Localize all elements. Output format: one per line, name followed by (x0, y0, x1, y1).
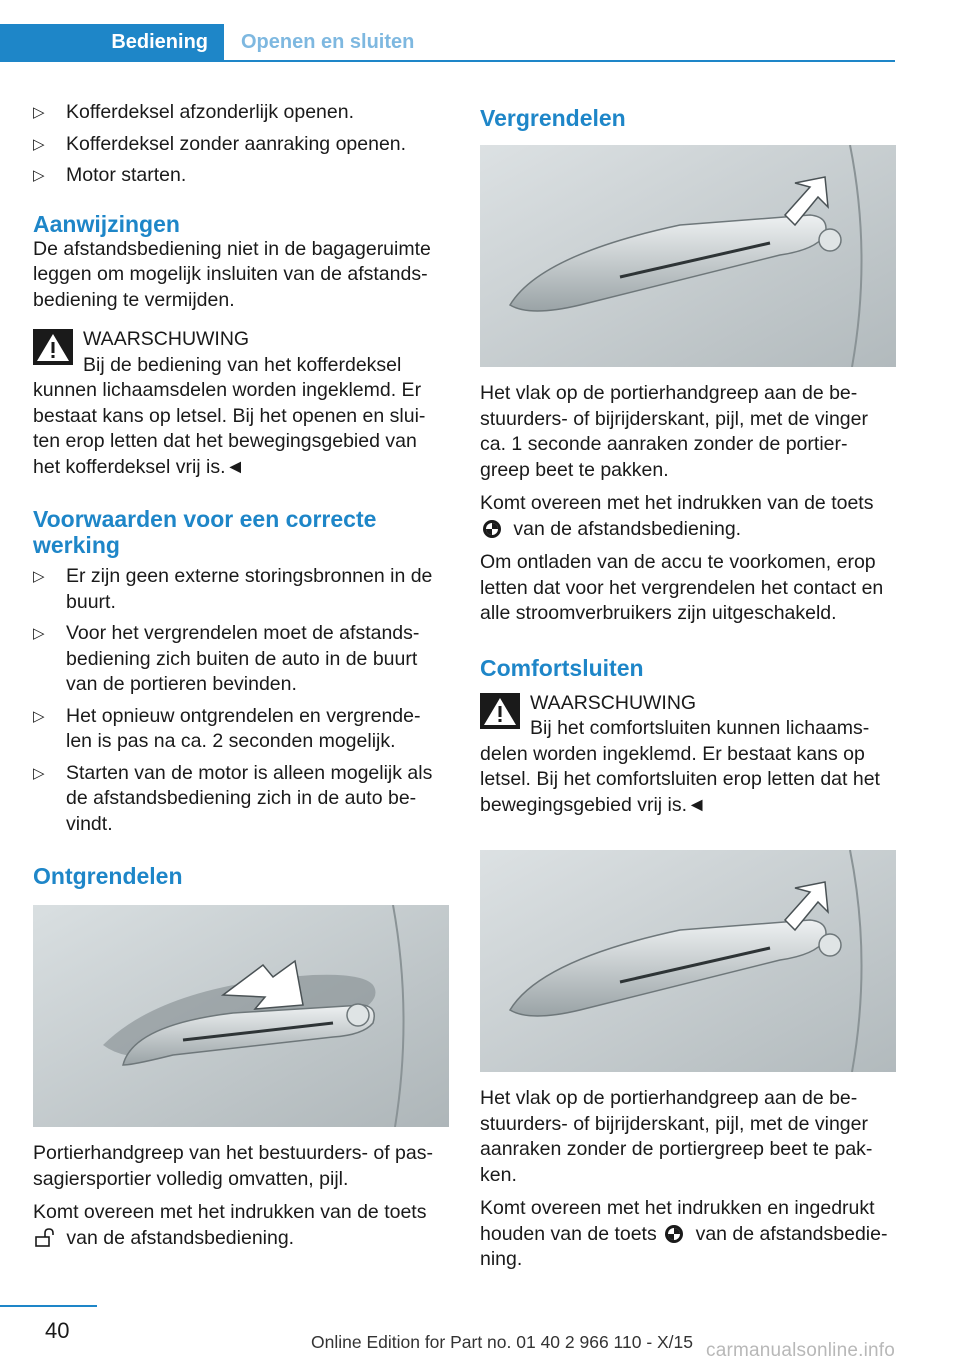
lock-heading: Vergrendelen (480, 105, 626, 131)
unlock-heading: Ontgrendelen (33, 863, 183, 889)
lock-caption: Het vlak op de portierhandgreep aan de be‐ stuurders- of bijrijderskant, pijl, met de vinger ca. 1 seconde aanraken zonder de portier‐ greep beet te pakken. (480, 382, 868, 481)
warning-title: WAARSCHUWING (530, 691, 697, 714)
tab-bediening[interactable]: Bediening (0, 24, 224, 61)
triangle-bullet-icon: ▷ (33, 104, 45, 121)
list-item: ▷ Er zijn geen externe storingsbronnen in de buurt. (33, 565, 433, 613)
comfort-remote-text: Komt overeen met het indrukken en ingedrukt houden van de toets van de afstandsbedie‐ ning. (480, 1197, 888, 1270)
triangle-bullet-icon: ▷ (33, 625, 45, 642)
list-item: ▷ Motor starten. (33, 163, 449, 189)
warning-triangle-icon (480, 693, 520, 729)
header-rule (0, 60, 895, 62)
lock-battery-text: Om ontladen van de accu te voorkomen, erop letten dat voor het vergrendelen het contact en alle stroomverbruikers zijn uitgeschakeld. (480, 551, 884, 624)
tab-openen-en-sluiten[interactable]: Openen en sluiten (241, 31, 415, 53)
watermark: carmanualsonline.info (706, 1340, 896, 1361)
list-item: ▷ Voor het vergrendelen moet de afstands‐ bediening zich buiten de auto in de buurt van de portieren bevinden. (33, 622, 420, 695)
notes-text: De afstandsbediening niet in de bagageruimte leggen om mogelijk insluiten van de afstands‐ bediening te vermijden. (33, 237, 431, 311)
door-handle-lock-image (480, 145, 896, 367)
list-item: ▷ Het opnieuw ontgrendelen en vergrende‐ len is pas na ca. 2 seconden mogelijk. (33, 704, 421, 752)
triangle-bullet-icon: ▷ (33, 135, 45, 153)
comfort-warning-box (480, 691, 896, 819)
conditions-heading: Voorwaarden voor een correcte werking (33, 506, 377, 558)
page-number: 40 (45, 1318, 70, 1343)
bmw-logo-lock-icon (482, 519, 502, 539)
warning-text-first: Bij het comfortsluiten kunnen lichaams‐ (530, 717, 870, 739)
left-column (33, 100, 449, 1259)
triangle-bullet-icon: ▷ (33, 707, 45, 725)
unlock-remote-text: Komt overeen met het indrukken van de toets van de afstandsbediening. (33, 1201, 427, 1249)
warning-text-rest: kunnen lichaamsdelen worden ingeklemd. Er bestaat kans op letsel. Bij het openen en slui‐ ten erop letten dat het bewegingsgebied van het kofferdeksel vrij is.◄ (33, 379, 426, 478)
triangle-bullet-icon: ▷ (33, 568, 45, 585)
unlock-caption: Portierhandgreep van het bestuurders- of pas‐ sagiersportier volledig omvatten, pijl. (33, 1142, 433, 1190)
conditions-list (33, 564, 449, 837)
chapter-tabbar (0, 24, 895, 61)
list-item: ▷ Kofferdeksel afzonderlijk openen. (33, 100, 449, 126)
unlock-key-icon (35, 1228, 55, 1248)
triangle-bullet-icon: ▷ (33, 167, 45, 184)
lock-remote-text: Komt overeen met het indrukken van de toets van de afstandsbediening. (480, 492, 874, 540)
edition-text: Online Edition for Part no. 01 40 2 966 110 - X/15 (311, 1332, 694, 1352)
list-item: ▷ Starten van de motor is alleen mogelijk als de afstandsbediening zich in de auto be‐ vindt. (33, 761, 433, 835)
list-item: ▷ Kofferdeksel zonder aanraking openen. (33, 132, 449, 158)
door-handle-comfort-image (480, 850, 896, 1072)
right-column (480, 100, 896, 1281)
footer-rule (0, 1305, 97, 1307)
comfort-caption: Het vlak op de portierhandgreep aan de be‐ stuurders- of bijrijderskant, pijl, met de vinger aanraken zonder de portiergreep beet te pak‐ ken. (480, 1087, 873, 1186)
top-bullet-list (33, 100, 449, 189)
warning-text-rest: delen worden ingeklemd. Er bestaat kans op letsel. Bij het comfortsluiten erop letten dat het bewegingsgebied vrij is.◄ (480, 742, 880, 816)
warning-text-first: Bij de bediening van het kofferdeksel (83, 353, 402, 376)
triangle-bullet-icon: ▷ (33, 764, 45, 782)
bmw-logo-lock-icon (664, 1224, 684, 1244)
warning-box (33, 327, 449, 480)
comfort-heading: Comfortsluiten (480, 654, 644, 681)
warning-title: WAARSCHUWING (83, 328, 250, 350)
notes-heading: Aanwijzingen (33, 210, 180, 237)
warning-triangle-icon (33, 329, 73, 365)
door-handle-unlock-image (33, 905, 449, 1127)
